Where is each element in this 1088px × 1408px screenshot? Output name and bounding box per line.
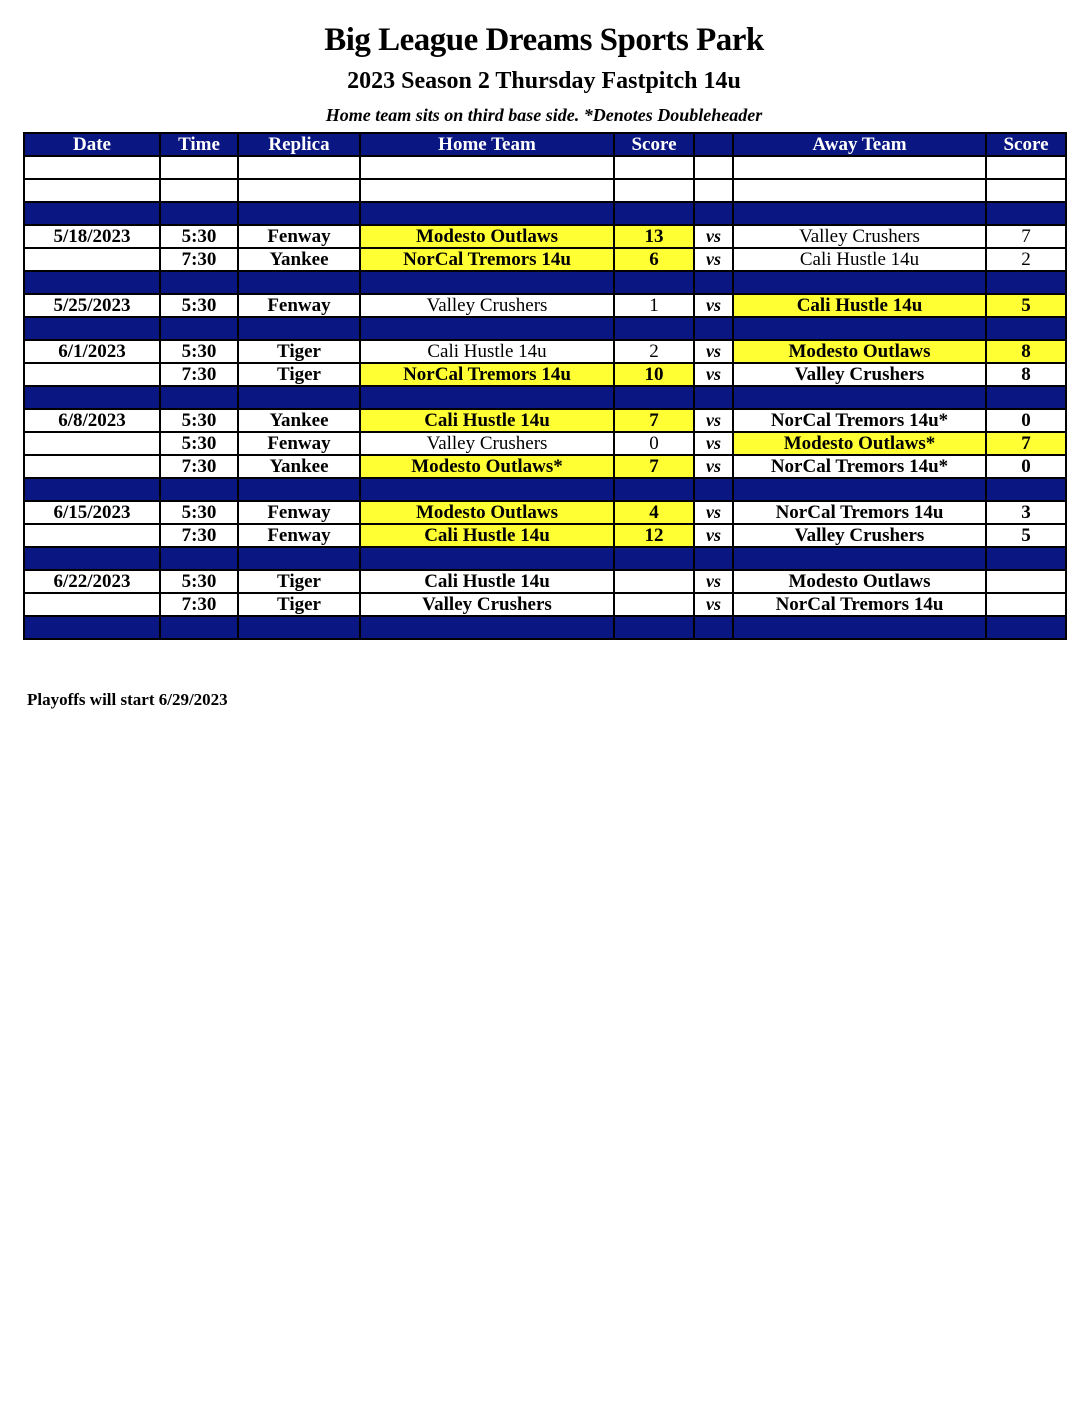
replica-cell: Fenway (238, 225, 360, 248)
empty-cell (238, 478, 360, 501)
empty-cell (694, 616, 733, 639)
home-score-cell: 4 (614, 501, 694, 524)
away-score-cell (986, 593, 1066, 616)
vs-cell: vs (694, 340, 733, 363)
empty-cell (24, 547, 160, 570)
empty-cell (986, 547, 1066, 570)
home-score-cell: 12 (614, 524, 694, 547)
empty-cell (238, 317, 360, 340)
header-home-score: Score (614, 133, 694, 156)
empty-cell (733, 386, 986, 409)
empty-cell (238, 179, 360, 202)
away-team-cell: Valley Crushers (733, 225, 986, 248)
date-cell (24, 248, 160, 271)
replica-cell: Yankee (238, 248, 360, 271)
game-row (24, 593, 1066, 616)
empty-cell (733, 271, 986, 294)
playoffs-note: Playoffs will start 6/29/2023 (27, 690, 228, 709)
vs-cell: vs (694, 593, 733, 616)
date-cell: 5/18/2023 (24, 225, 160, 248)
vs-cell: vs (694, 294, 733, 317)
empty-cell (614, 202, 694, 225)
vs-cell: vs (694, 409, 733, 432)
empty-cell (360, 179, 614, 202)
home-score-cell: 0 (614, 432, 694, 455)
replica-cell: Fenway (238, 432, 360, 455)
away-team-cell: NorCal Tremors 14u (733, 593, 986, 616)
empty-cell (733, 317, 986, 340)
replica-cell: Yankee (238, 455, 360, 478)
empty-cell (24, 478, 160, 501)
away-team-cell: NorCal Tremors 14u (733, 501, 986, 524)
replica-cell: Fenway (238, 501, 360, 524)
replica-cell: Fenway (238, 294, 360, 317)
date-cell (24, 593, 160, 616)
empty-cell (24, 616, 160, 639)
empty-cell (733, 179, 986, 202)
empty-cell (694, 478, 733, 501)
empty-cell (160, 547, 238, 570)
empty-cell (986, 202, 1066, 225)
time-cell: 7:30 (160, 593, 238, 616)
away-team-cell: Modesto Outlaws* (733, 432, 986, 455)
time-cell: 5:30 (160, 340, 238, 363)
empty-cell (360, 317, 614, 340)
time-cell: 5:30 (160, 432, 238, 455)
empty-cell (238, 202, 360, 225)
time-cell: 5:30 (160, 501, 238, 524)
empty-cell (24, 156, 160, 179)
vs-cell: vs (694, 570, 733, 593)
date-cell (24, 455, 160, 478)
away-team-cell: Modesto Outlaws (733, 570, 986, 593)
empty-cell (160, 179, 238, 202)
separator-row (24, 271, 1066, 294)
away-score-cell: 8 (986, 340, 1066, 363)
empty-cell (614, 271, 694, 294)
away-score-cell: 3 (986, 501, 1066, 524)
home-team-cell: Modesto Outlaws* (360, 455, 614, 478)
time-cell: 5:30 (160, 409, 238, 432)
home-score-cell (614, 570, 694, 593)
empty-cell (160, 202, 238, 225)
replica-cell: Fenway (238, 524, 360, 547)
empty-cell (694, 317, 733, 340)
empty-cell (160, 317, 238, 340)
home-score-cell: 7 (614, 409, 694, 432)
empty-cell (986, 271, 1066, 294)
away-score-cell: 5 (986, 524, 1066, 547)
blank-row (24, 179, 1066, 202)
empty-cell (694, 547, 733, 570)
home-score-cell: 10 (614, 363, 694, 386)
empty-cell (238, 271, 360, 294)
away-team-cell: Valley Crushers (733, 524, 986, 547)
separator-row (24, 478, 1066, 501)
vs-cell: vs (694, 225, 733, 248)
date-cell: 6/22/2023 (24, 570, 160, 593)
time-cell: 7:30 (160, 363, 238, 386)
vs-cell: vs (694, 455, 733, 478)
home-score-cell: 7 (614, 455, 694, 478)
away-team-cell: NorCal Tremors 14u* (733, 409, 986, 432)
game-row (24, 225, 1066, 248)
schedule-note: Home team sits on third base side. *Denotes Doubleheader (325, 105, 763, 125)
empty-cell (614, 156, 694, 179)
empty-cell (694, 156, 733, 179)
date-cell: 6/8/2023 (24, 409, 160, 432)
empty-cell (360, 616, 614, 639)
header-away-team: Away Team (733, 133, 986, 156)
game-row (24, 501, 1066, 524)
vs-cell: vs (694, 432, 733, 455)
game-row (24, 409, 1066, 432)
time-cell: 7:30 (160, 455, 238, 478)
home-team-cell: NorCal Tremors 14u (360, 248, 614, 271)
empty-cell (733, 616, 986, 639)
empty-cell (614, 179, 694, 202)
game-row (24, 294, 1066, 317)
empty-cell (614, 616, 694, 639)
empty-cell (24, 271, 160, 294)
away-score-cell (986, 570, 1066, 593)
header-home-team: Home Team (360, 133, 614, 156)
home-team-cell: Cali Hustle 14u (360, 524, 614, 547)
game-row (24, 524, 1066, 547)
time-cell: 7:30 (160, 524, 238, 547)
home-team-cell: Valley Crushers (360, 432, 614, 455)
page-subtitle: 2023 Season 2 Thursday Fastpitch 14u (347, 68, 741, 94)
away-team-cell: Cali Hustle 14u (733, 294, 986, 317)
away-score-cell: 8 (986, 363, 1066, 386)
away-team-cell: Cali Hustle 14u (733, 248, 986, 271)
separator-row (24, 386, 1066, 409)
empty-cell (24, 386, 160, 409)
home-team-cell: Modesto Outlaws (360, 501, 614, 524)
empty-cell (238, 386, 360, 409)
away-score-cell: 7 (986, 225, 1066, 248)
empty-cell (360, 156, 614, 179)
away-score-cell: 0 (986, 409, 1066, 432)
page-title: Big League Dreams Sports Park (324, 22, 764, 58)
replica-cell: Tiger (238, 593, 360, 616)
away-score-cell: 0 (986, 455, 1066, 478)
time-cell: 5:30 (160, 570, 238, 593)
replica-cell: Tiger (238, 340, 360, 363)
empty-cell (733, 547, 986, 570)
empty-cell (360, 386, 614, 409)
empty-cell (614, 386, 694, 409)
away-score-cell: 2 (986, 248, 1066, 271)
game-row (24, 340, 1066, 363)
home-team-cell: NorCal Tremors 14u (360, 363, 614, 386)
schedule-table (23, 132, 1067, 640)
away-team-cell: Valley Crushers (733, 363, 986, 386)
away-score-cell: 7 (986, 432, 1066, 455)
home-team-cell: Cali Hustle 14u (360, 340, 614, 363)
date-cell (24, 432, 160, 455)
empty-cell (986, 616, 1066, 639)
empty-cell (694, 202, 733, 225)
separator-row (24, 317, 1066, 340)
header-date: Date (24, 133, 160, 156)
home-team-cell: Valley Crushers (360, 593, 614, 616)
empty-cell (160, 271, 238, 294)
empty-cell (614, 478, 694, 501)
empty-cell (986, 386, 1066, 409)
empty-cell (238, 156, 360, 179)
header-replica: Replica (238, 133, 360, 156)
home-team-cell: Modesto Outlaws (360, 225, 614, 248)
time-cell: 5:30 (160, 294, 238, 317)
home-team-cell: Valley Crushers (360, 294, 614, 317)
game-row (24, 248, 1066, 271)
home-team-cell: Cali Hustle 14u (360, 570, 614, 593)
home-score-cell: 1 (614, 294, 694, 317)
game-row (24, 363, 1066, 386)
empty-cell (614, 317, 694, 340)
header-away-score: Score (986, 133, 1066, 156)
vs-cell: vs (694, 248, 733, 271)
away-team-cell: NorCal Tremors 14u* (733, 455, 986, 478)
date-cell (24, 363, 160, 386)
time-cell: 5:30 (160, 225, 238, 248)
date-cell: 6/1/2023 (24, 340, 160, 363)
vs-cell: vs (694, 363, 733, 386)
empty-cell (24, 202, 160, 225)
home-score-cell: 2 (614, 340, 694, 363)
separator-row (24, 547, 1066, 570)
empty-cell (986, 179, 1066, 202)
blank-row (24, 156, 1066, 179)
empty-cell (238, 547, 360, 570)
empty-cell (238, 616, 360, 639)
empty-cell (160, 616, 238, 639)
header-time: Time (160, 133, 238, 156)
empty-cell (360, 478, 614, 501)
replica-cell: Tiger (238, 363, 360, 386)
empty-cell (694, 271, 733, 294)
empty-cell (160, 478, 238, 501)
home-score-cell (614, 593, 694, 616)
empty-cell (360, 271, 614, 294)
vs-cell: vs (694, 501, 733, 524)
empty-cell (360, 547, 614, 570)
vs-cell: vs (694, 524, 733, 547)
replica-cell: Yankee (238, 409, 360, 432)
game-row (24, 432, 1066, 455)
date-cell: 5/25/2023 (24, 294, 160, 317)
game-row (24, 455, 1066, 478)
empty-cell (24, 317, 160, 340)
empty-cell (614, 547, 694, 570)
empty-cell (694, 386, 733, 409)
header-vs (694, 133, 733, 156)
time-cell: 7:30 (160, 248, 238, 271)
empty-cell (986, 478, 1066, 501)
empty-cell (360, 202, 614, 225)
date-cell (24, 524, 160, 547)
away-team-cell: Modesto Outlaws (733, 340, 986, 363)
empty-cell (733, 156, 986, 179)
date-cell: 6/15/2023 (24, 501, 160, 524)
empty-cell (733, 478, 986, 501)
empty-cell (24, 179, 160, 202)
schedule-body (24, 156, 1066, 639)
game-row (24, 570, 1066, 593)
separator-row (24, 202, 1066, 225)
header-row (24, 133, 1066, 156)
home-score-cell: 6 (614, 248, 694, 271)
replica-cell: Tiger (238, 570, 360, 593)
empty-cell (694, 179, 733, 202)
separator-row (24, 616, 1066, 639)
empty-cell (986, 317, 1066, 340)
home-score-cell: 13 (614, 225, 694, 248)
empty-cell (160, 386, 238, 409)
home-team-cell: Cali Hustle 14u (360, 409, 614, 432)
empty-cell (733, 202, 986, 225)
empty-cell (160, 156, 238, 179)
away-score-cell: 5 (986, 294, 1066, 317)
empty-cell (986, 156, 1066, 179)
